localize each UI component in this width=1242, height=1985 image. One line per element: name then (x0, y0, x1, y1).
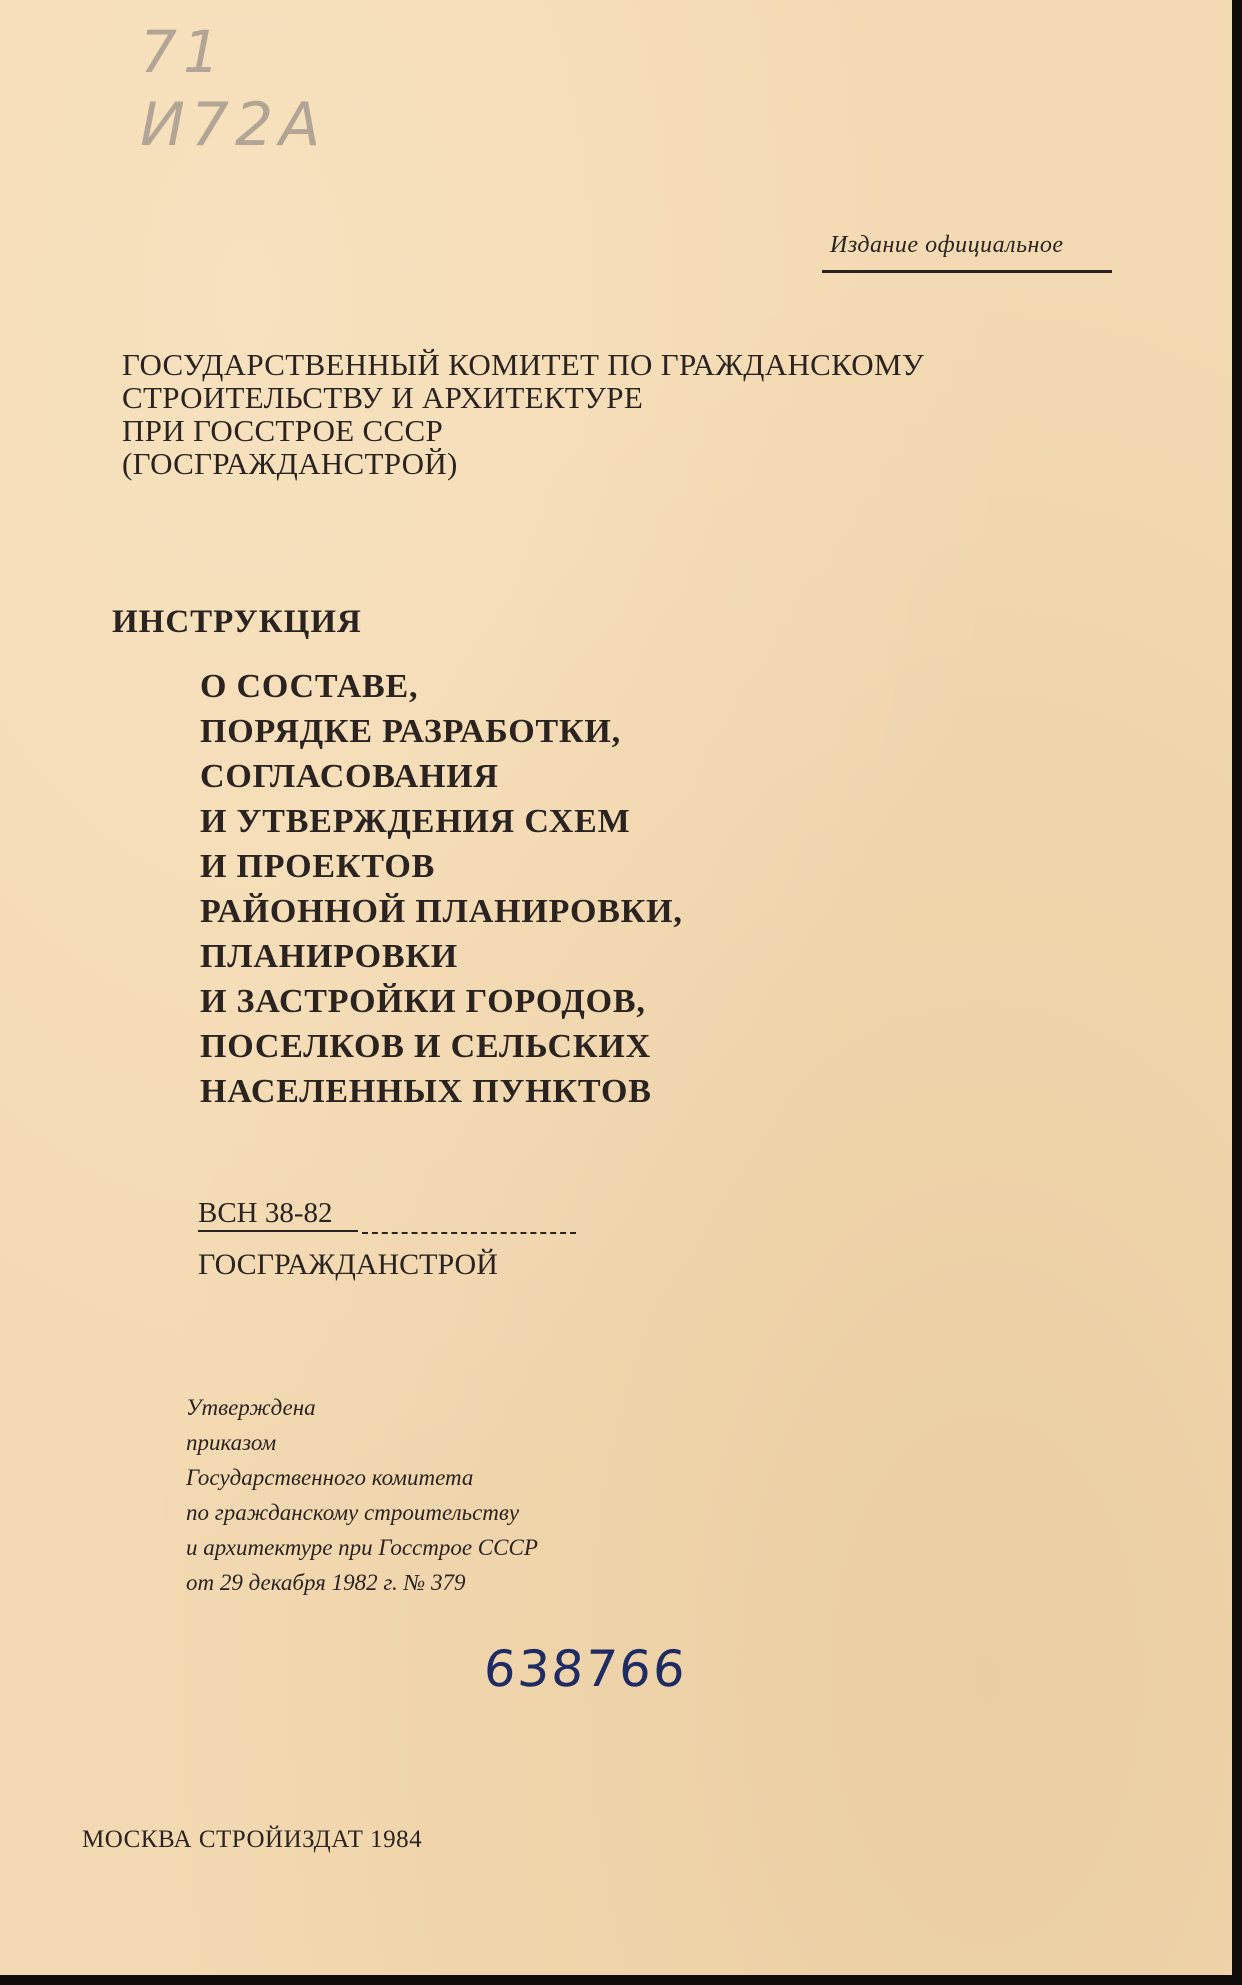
committee-line: СТРОИТЕЛЬСТВУ И АРХИТЕКТУРЕ (122, 380, 644, 415)
standard-code: ВСН 38-82 (198, 1197, 333, 1229)
committee-line: (ГОСГРАЖДАНСТРОЙ) (122, 446, 458, 481)
inventory-number-stamp: 638766 (481, 1640, 689, 1698)
approval-block (186, 1390, 538, 1600)
title-line: ПОСЕЛКОВ И СЕЛЬСКИХ (200, 1028, 651, 1065)
publisher-imprint: МОСКВА СТРОЙИЗДАТ 1984 (82, 1826, 423, 1853)
title-line: ПОРЯДКЕ РАЗРАБОТКИ, (200, 713, 621, 750)
issuing-committee (122, 348, 924, 480)
scan-edge-right (1232, 0, 1242, 1985)
title-line: О СОСТАВЕ, (200, 668, 419, 705)
approval-line: по гражданскому строительству (186, 1500, 520, 1525)
title-line: И ЗАСТРОЙКИ ГОРОДОВ, (200, 983, 646, 1020)
standard-code-underline (198, 1230, 358, 1232)
approval-line: приказом (186, 1430, 277, 1455)
title-line: СОГЛАСОВАНИЯ (200, 758, 499, 795)
standard-code-dashed-rule (362, 1232, 576, 1234)
approval-line: Утверждена (186, 1395, 316, 1420)
committee-line: ПРИ ГОССТРОЕ СССР (122, 413, 444, 448)
committee-line: ГОСУДАРСТВЕННЫЙ КОМИТЕТ ПО ГРАЖДАНСКОМУ (122, 347, 925, 382)
standard-agency: ГОСГРАЖДАНСТРОЙ (198, 1248, 498, 1281)
title-line: НАСЕЛЕННЫХ ПУНКТОВ (200, 1073, 652, 1110)
title-line: И УТВЕРЖДЕНИЯ СХЕМ (200, 803, 631, 840)
title-line: ПЛАНИРОВКИ (200, 938, 459, 975)
edition-note: Издание официальное (830, 232, 1064, 258)
document-type: ИНСТРУКЦИЯ (112, 604, 362, 640)
pencil-mark-catalog-code: И72А (140, 90, 327, 160)
scan-edge-bottom (0, 1975, 1242, 1985)
pencil-mark-shelf-number: 71 (140, 18, 226, 86)
approval-line: и архитектуре при Госстрое СССР (186, 1535, 538, 1560)
title-line: РАЙОННОЙ ПЛАНИРОВКИ, (200, 893, 683, 930)
approval-line: от 29 декабря 1982 г. № 379 (186, 1570, 466, 1595)
approval-line: Государственного комитета (186, 1465, 474, 1490)
document-title (200, 664, 683, 1114)
title-line: И ПРОЕКТОВ (200, 848, 436, 885)
edition-note-underline (822, 270, 1112, 273)
